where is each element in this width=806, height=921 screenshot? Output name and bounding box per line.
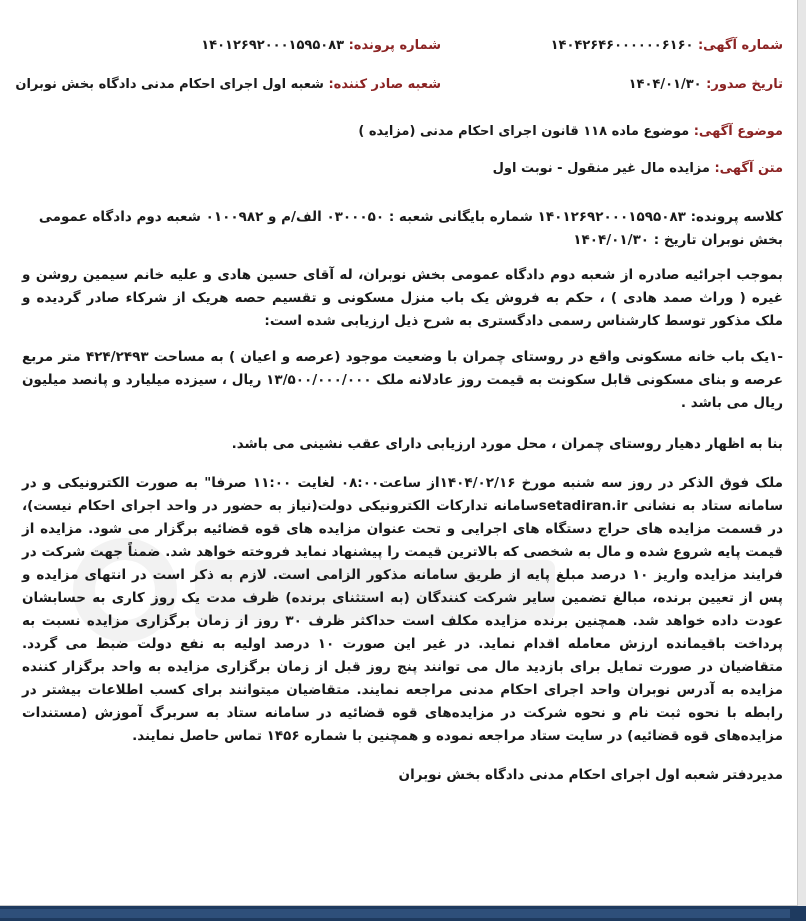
auction-text-rest: سامانه تدارکات الکترونیکی دولت(نیاز به حضور در واحد اجرای احکام نیست)، در قسمت مزایده های حراج دستگاه های اجرایی و تحت عنوان مزایده های قوه قضائیه برگزار می شود. مزایده از قیمت پایه شروع شده و مال به شخصی که بالاترین قیمت را پیشنهاد نماید فروخته خواهد شد. ضمناً جهت شرکت در فرایند مزایده واریز ۱۰ درصد مبلغ پایه از طریق سامانه مذکور الزامی است. لازم به ذکر است در انتهای مزایده و پس از تعیین برنده، مبالغ تضمین سایر شرکت کنندگان (به استثنای برنده) ظرف مدت یک روز کاری به حسابشان عودت داده خواهد شد. همچنین برنده مزایده مکلف است حداکثر ظرف ۳۰ روز از زمان برگزاری مزایده نسبت به پرداخت باقیمانده ارزش معامله اقدام نماید. در غیر این صورت ۱۰ درصد اولیه به نفع دولت ضبط می گردد. متقاضیان در صورت تمایل برای بازدید مال می توانند پنج روز قبل از زمان برگزاری مزایده به واحد برگزار کننده مزایده به آدرس نوبران واحد اجرای احکام مدنی مراجعه نمایند. متقاضیان میتوانند برای کسب اطلاعات بیشتر در رابطه با نحوه ثبت نام و نحوه شرکت در مزایده‌های قوه قضائیه در سامانه ستاد به سربرگ آموزش (مستندات مزایده‌های قوه قضائیه) در سایت ستاد مراجعه نموده و همچنین با شماره ۱۴۵۶ تماس حاصل نمایند. — [22, 498, 783, 744]
case-number: ۱۴۰۱۲۶۹۲۰۰۰۱۵۹۵۰۸۳ — [201, 38, 345, 53]
text-title-row — [493, 161, 783, 176]
issuer-label: شعبه صادر کننده: — [328, 77, 441, 92]
horizontal-scrollbar[interactable] — [0, 906, 806, 921]
issue-date: ۱۴۰۴/۰۱/۳۰ — [628, 77, 702, 92]
setadiran-link[interactable]: setadiran.ir — [538, 498, 628, 514]
issuer-row — [15, 77, 441, 92]
issue-date-row — [629, 77, 783, 92]
case-reference — [22, 206, 783, 252]
subject: موضوع ماده ۱۱۸ قانون اجرای احکام مدنی (مزایده ) — [358, 124, 690, 139]
case-number-row — [201, 38, 441, 53]
issue-date-label: تاریخ صدور: — [706, 77, 783, 92]
case-line-1: کلاسه پرونده: ۱۴۰۱۲۶۹۲۰۰۰۱۵۹۵۰۸۳ شماره بایگانی شعبه : ۰۳۰۰۰۵۰ الف/م و ۰۱۰۰۹۸۲ شعبه دوم دادگاه عمومی — [38, 209, 783, 225]
issuer: شعبه اول اجرای احکام مدنی دادگاه بخش نوبران — [15, 77, 324, 92]
signature: مدیردفتر شعبه اول اجرای احکام مدنی دادگاه بخش نوبران — [398, 767, 783, 783]
subject-label: موضوع آگهی: — [693, 124, 783, 139]
ad-number-row — [551, 38, 783, 53]
paragraph-setback: بنا به اظهار دهیار روستای چمران ، محل مورد ارزیابی دارای عقب نشینی می باشد. — [231, 436, 783, 452]
paragraph-property: -۱یک باب خانه مسکونی واقع در روستای چمران با وضعیت موجود (عرصه و اعیان ) به مساحت ۴۲۴/۲۴۹۳ متر مربع عرصه و بنای مسکونی قابل سکونت به قیمت روز عادلانه ملک ۱۳/۵۰۰/۰۰۰/۰۰۰ ریال ، سیزده میلیارد و پانصد میلیون ریال می باشد . — [22, 349, 783, 411]
subject-row — [358, 124, 783, 139]
paragraph-intro: بموجب اجرائیه صادره از شعبه دوم دادگاه عمومی بخش نوبران، له آقای حسین هادی و علیه خانم سیمین روشن و غیره ( وراث صمد هادی ) ، حکم به فروش یک باب منزل مسکونی و تقسیم حصه هریک از شرکاء صادر گردیده و ملک مذکور توسط کارشناس رسمی دادگستری به شرح ذیل ارزیابی شده است: — [22, 267, 783, 329]
ad-number-label: شماره آگهی: — [697, 38, 783, 53]
case-number-label: شماره پرونده: — [348, 38, 441, 53]
auction-text-start: ملک فوق الذکر در روز سه شنبه مورخ ۱۴۰۴/۰۲/۱۶از ساعت۰۸:۰۰ لغایت ۱۱:۰۰ صرفا" به صورت الکترونیکی و در سامانه ستاد به نشانی — [22, 475, 783, 514]
case-line-2: بخش نوبران تاریخ : ۱۴۰۴/۰۱/۳۰ — [573, 232, 783, 248]
paragraph-auction — [22, 472, 783, 748]
text-title: مزایده مال غیر منقول - نوبت اول — [492, 161, 710, 176]
text-label: متن آگهی: — [714, 161, 783, 176]
ad-number: ۱۴۰۴۲۶۴۶۰۰۰۰۰۰۶۱۶۰ — [550, 38, 694, 53]
vertical-scrollbar[interactable] — [798, 0, 806, 906]
scrollbar-thumb[interactable] — [0, 909, 790, 918]
